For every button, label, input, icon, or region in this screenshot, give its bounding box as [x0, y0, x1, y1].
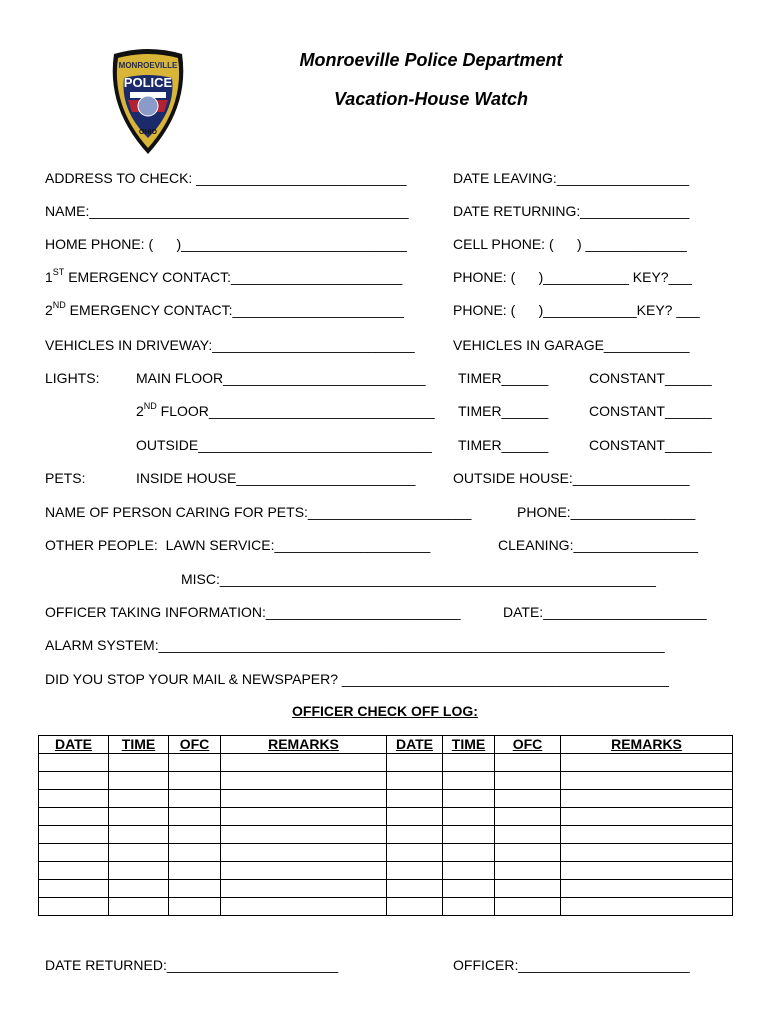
log-cell[interactable] [221, 808, 387, 826]
log-cell[interactable] [221, 862, 387, 880]
log-cell[interactable] [109, 754, 169, 772]
log-row [39, 772, 733, 790]
log-cell[interactable] [109, 826, 169, 844]
log-cell[interactable] [221, 754, 387, 772]
home-phone-field[interactable]: HOME PHONE: ( )_____________________________ [45, 236, 407, 252]
log-cell[interactable] [169, 826, 221, 844]
col-remarks-2: REMARKS [561, 736, 733, 754]
pet-caregiver-field[interactable]: NAME OF PERSON CARING FOR PETS:_____________________ [45, 504, 472, 520]
main-floor-field[interactable]: MAIN FLOOR__________________________ [136, 370, 426, 386]
second-floor-field[interactable] [136, 403, 435, 419]
log-cell[interactable] [39, 862, 109, 880]
lights-label: LIGHTS: [45, 370, 100, 386]
emergency-contact-1-label: EMERGENCY CONTACT:______________________ [64, 269, 403, 285]
pets-outside-field[interactable]: OUTSIDE HOUSE:_______________ [453, 470, 690, 486]
log-cell[interactable] [561, 898, 733, 916]
emergency-contact-2-phone-field[interactable]: PHONE: ( )____________KEY? ___ [453, 302, 700, 318]
log-cell[interactable] [109, 772, 169, 790]
log-cell[interactable] [169, 754, 221, 772]
badge-main-text: POLICE [123, 75, 173, 90]
log-cell[interactable] [561, 754, 733, 772]
log-cell[interactable] [443, 898, 495, 916]
vehicles-garage-field[interactable]: VEHICLES IN GARAGE___________ [453, 337, 690, 353]
log-cell[interactable] [39, 754, 109, 772]
emergency-contact-2-field[interactable] [45, 302, 404, 318]
log-row [39, 808, 733, 826]
log-cell[interactable] [387, 898, 443, 916]
form-title: Vacation-House Watch [333, 89, 529, 109]
log-cell[interactable] [221, 880, 387, 898]
log-cell[interactable] [169, 862, 221, 880]
log-row [39, 862, 733, 880]
log-cell[interactable] [109, 862, 169, 880]
second-floor-timer-field[interactable]: TIMER______ [458, 403, 549, 419]
log-cell[interactable] [561, 826, 733, 844]
col-ofc-2: OFC [495, 736, 561, 754]
ordinal-suffix: ND [143, 401, 157, 412]
log-cell[interactable] [221, 772, 387, 790]
main-floor-timer-field[interactable]: TIMER______ [458, 370, 549, 386]
log-cell[interactable] [169, 808, 221, 826]
log-cell[interactable] [443, 772, 495, 790]
main-floor-constant-field[interactable]: CONSTANT______ [589, 370, 712, 386]
log-body [39, 754, 733, 916]
cell-phone-field[interactable]: CELL PHONE: ( ) _____________ [453, 236, 687, 252]
second-floor-label: FLOOR_____________________________ [156, 403, 435, 419]
date-leaving-field[interactable]: DATE LEAVING:_________________ [453, 170, 690, 186]
log-cell[interactable] [443, 808, 495, 826]
log-cell[interactable] [169, 772, 221, 790]
badge-bottom-text: OHIO [139, 129, 157, 136]
department-title: Monroeville Police Department [299, 50, 563, 70]
log-cell[interactable] [495, 898, 561, 916]
log-cell[interactable] [443, 790, 495, 808]
info-date-field[interactable]: DATE:_____________________ [503, 604, 707, 620]
log-cell[interactable] [387, 754, 443, 772]
log-cell[interactable] [495, 826, 561, 844]
log-cell[interactable] [169, 880, 221, 898]
officer-field[interactable]: OFFICER:______________________ [453, 957, 690, 973]
log-cell[interactable] [495, 790, 561, 808]
col-time-2: TIME [443, 736, 495, 754]
log-cell[interactable] [39, 808, 109, 826]
log-cell[interactable] [169, 898, 221, 916]
pets-label: PETS: [45, 470, 86, 486]
cleaning-field[interactable]: CLEANING:________________ [498, 537, 699, 553]
log-cell[interactable] [387, 772, 443, 790]
lawn-service-field[interactable]: OTHER PEOPLE: LAWN SERVICE:____________________ [45, 537, 431, 553]
ordinal-number: 2 [136, 403, 144, 419]
log-cell[interactable] [39, 898, 109, 916]
log-cell[interactable] [387, 844, 443, 862]
log-cell[interactable] [443, 862, 495, 880]
col-time: TIME [109, 736, 169, 754]
ordinal-suffix: ND [52, 300, 66, 311]
log-cell[interactable] [495, 808, 561, 826]
mail-newspaper-field[interactable]: DID YOU STOP YOUR MAIL & NEWSPAPER? __________________________________________ [45, 671, 669, 687]
second-floor-constant-field[interactable]: CONSTANT______ [589, 403, 712, 419]
log-cell[interactable] [109, 790, 169, 808]
log-cell[interactable] [443, 880, 495, 898]
log-cell[interactable] [387, 862, 443, 880]
log-cell[interactable] [39, 880, 109, 898]
log-cell[interactable] [495, 754, 561, 772]
log-row [39, 790, 733, 808]
log-cell[interactable] [495, 880, 561, 898]
emergency-contact-1-field[interactable] [45, 269, 402, 285]
log-cell[interactable] [39, 772, 109, 790]
log-row [39, 880, 733, 898]
log-cell[interactable] [109, 898, 169, 916]
col-remarks: REMARKS [221, 736, 387, 754]
log-cell[interactable] [387, 790, 443, 808]
log-cell[interactable] [561, 844, 733, 862]
log-row [39, 754, 733, 772]
log-cell[interactable] [495, 772, 561, 790]
log-cell[interactable] [561, 880, 733, 898]
log-cell[interactable] [221, 826, 387, 844]
check-off-log-table [38, 735, 733, 916]
log-row [39, 826, 733, 844]
log-cell[interactable] [443, 826, 495, 844]
log-cell[interactable] [495, 862, 561, 880]
log-cell[interactable] [561, 808, 733, 826]
log-cell[interactable] [109, 844, 169, 862]
log-cell[interactable] [169, 844, 221, 862]
log-row [39, 898, 733, 916]
officer-info-field[interactable]: OFFICER TAKING INFORMATION:_________________________ [45, 604, 461, 620]
log-cell[interactable] [39, 790, 109, 808]
log-cell[interactable] [561, 772, 733, 790]
log-cell[interactable] [109, 880, 169, 898]
log-heading: OFFICER CHECK OFF LOG: [292, 703, 478, 719]
log-cell[interactable] [387, 880, 443, 898]
log-cell[interactable] [443, 754, 495, 772]
log-cell[interactable] [39, 826, 109, 844]
emergency-contact-1-phone-field[interactable]: PHONE: ( )___________ KEY?___ [453, 269, 692, 285]
log-cell[interactable] [221, 898, 387, 916]
ordinal-number: 2 [45, 302, 53, 318]
log-row [39, 844, 733, 862]
badge-top-text: MONROEVILLE [118, 61, 178, 70]
log-cell[interactable] [387, 808, 443, 826]
col-date-2: DATE [387, 736, 443, 754]
date-returned-field[interactable]: DATE RETURNED:______________________ [45, 957, 339, 973]
log-cell[interactable] [109, 808, 169, 826]
log-cell[interactable] [221, 790, 387, 808]
vehicles-driveway-field[interactable]: VEHICLES IN DRIVEWAY:__________________________ [45, 337, 415, 353]
misc-field[interactable]: MISC:________________________________________________________ [181, 571, 656, 587]
outside-timer-field[interactable]: TIMER______ [458, 437, 549, 453]
date-returning-field[interactable]: DATE RETURNING:______________ [453, 203, 690, 219]
col-date: DATE [39, 736, 109, 754]
name-field[interactable]: NAME:_________________________________________ [45, 203, 409, 219]
outside-constant-field[interactable]: CONSTANT______ [589, 437, 712, 453]
log-cell[interactable] [39, 844, 109, 862]
ordinal-number: 1 [45, 269, 53, 285]
log-cell[interactable] [387, 826, 443, 844]
log-cell[interactable] [169, 790, 221, 808]
log-cell[interactable] [495, 844, 561, 862]
log-cell[interactable] [561, 862, 733, 880]
address-field[interactable]: ADDRESS TO CHECK: ___________________________ [45, 170, 407, 186]
ordinal-suffix: ST [52, 267, 65, 278]
log-cell[interactable] [443, 844, 495, 862]
pet-caregiver-phone-field[interactable]: PHONE:________________ [517, 504, 696, 520]
log-cell[interactable] [561, 790, 733, 808]
emergency-contact-2-label: EMERGENCY CONTACT:______________________ [65, 302, 404, 318]
col-ofc: OFC [169, 736, 221, 754]
outside-lights-field[interactable]: OUTSIDE______________________________ [136, 437, 432, 453]
pets-inside-field[interactable]: INSIDE HOUSE_______________________ [136, 470, 416, 486]
log-cell[interactable] [221, 844, 387, 862]
alarm-system-field[interactable]: ALARM SYSTEM:_________________________________________________________________ [45, 637, 665, 653]
log-header-row [39, 736, 733, 754]
